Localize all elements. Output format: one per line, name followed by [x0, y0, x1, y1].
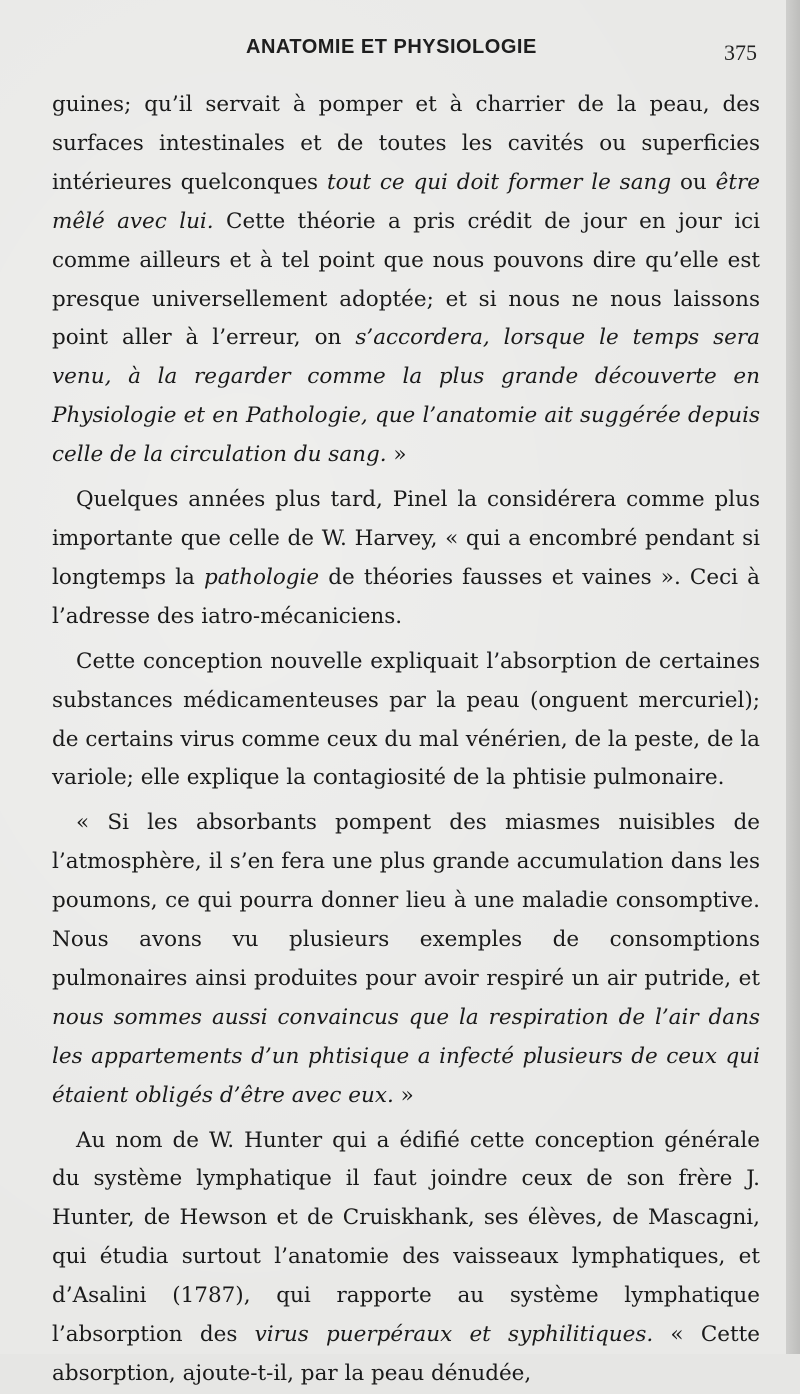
text-run: Cette conception nouvelle expliquait l’absorption de certaines substances médicamenteuses par la peau (onguent mercuriel); de certains virus comme ceux du mal vénérien, de la peste, de la variole; elle explique la contagiosité de la phtisie pulmonaire.: [52, 648, 760, 791]
italic-text-run: tout ce qui doit former le sang: [326, 169, 672, 195]
paragraph: [52, 643, 760, 799]
italic-text-run: s’accordera, lorsque le temps sera venu, à la regarder comme la plus grande découverte en Physiologie et en Pathologie, que l’anatomie ait suggérée depuis celle de la circulation du sang.: [52, 325, 761, 468]
page-gutter-shadow: [786, 0, 800, 1354]
running-header: [0, 34, 800, 66]
italic-text-run: pathologie: [203, 564, 320, 590]
text-run: Cette théorie a pris crédit de jour en jour ici comme ailleurs et à tel point que nous pouvons dire qu’elle est presque universellement adoptée; et si nous ne nous laissons point aller à l’erreur, on: [52, 208, 760, 351]
text-run: « Cette absorption, ajoute-t-il, par la peau dénudée,: [52, 1322, 760, 1386]
text-run: guines; qu’il servait à pomper et à charrier de la peau, des surfaces intestinales et de toutes les cavités ou superficies intérieures quelconques: [52, 92, 760, 195]
paragraph: [52, 86, 760, 475]
text-run: « Si les absorbants pompent des miasmes nuisibles de l’atmosphère, il s’en fera une plus grande accumulation dans les poumons, ce qui pourra donner lieu à une maladie consomptive. Nous avons vu plusieurs exemples de consomptions pulmonaires ainsi produites pour avoir respiré un air putride, et: [52, 810, 760, 991]
text-run: de théories fausses et vaines ». Ceci à l’adresse des iatro-mécaniciens.: [52, 564, 760, 629]
page-number: 375: [724, 40, 757, 65]
italic-text-run: nous sommes aussi convaincus que la respiration de l’air dans les appartements d’un phtisique a infecté plusieurs de ceux qui étaient obligés d’être avec eux.: [52, 1004, 760, 1108]
text-run: »: [393, 1082, 414, 1108]
paragraph: [52, 481, 760, 637]
italic-text-run: être mêlé avec lui.: [52, 169, 760, 234]
running-title: ANATOMIE ET PHYSIOLOGIE: [246, 36, 537, 58]
body-text: [52, 86, 760, 1394]
text-run: ou: [671, 169, 716, 195]
text-run: Quelques années plus tard, Pinel la considérera comme plus importante que celle de W. Harvey, « qui a encombré pendant si longtemps la: [52, 487, 760, 590]
text-run: »: [386, 442, 407, 468]
italic-text-run: virus puerpéraux et syphilitiques.: [254, 1322, 654, 1348]
text-run: Au nom de W. Hunter qui a édifié cette conception générale du système lymphatique il faut joindre ceux de son frère J. Hunter, de Hewson et de Cruiskhank, ses élèves, de Mascagni, qui étudia surtout l’anatomie des vaisseaux lymphatiques, et d’Asalini (1787), qui rapporte au système lymphatique l’absorption des: [52, 1127, 760, 1348]
paragraph: [52, 804, 760, 1115]
paragraph: [52, 1122, 760, 1394]
